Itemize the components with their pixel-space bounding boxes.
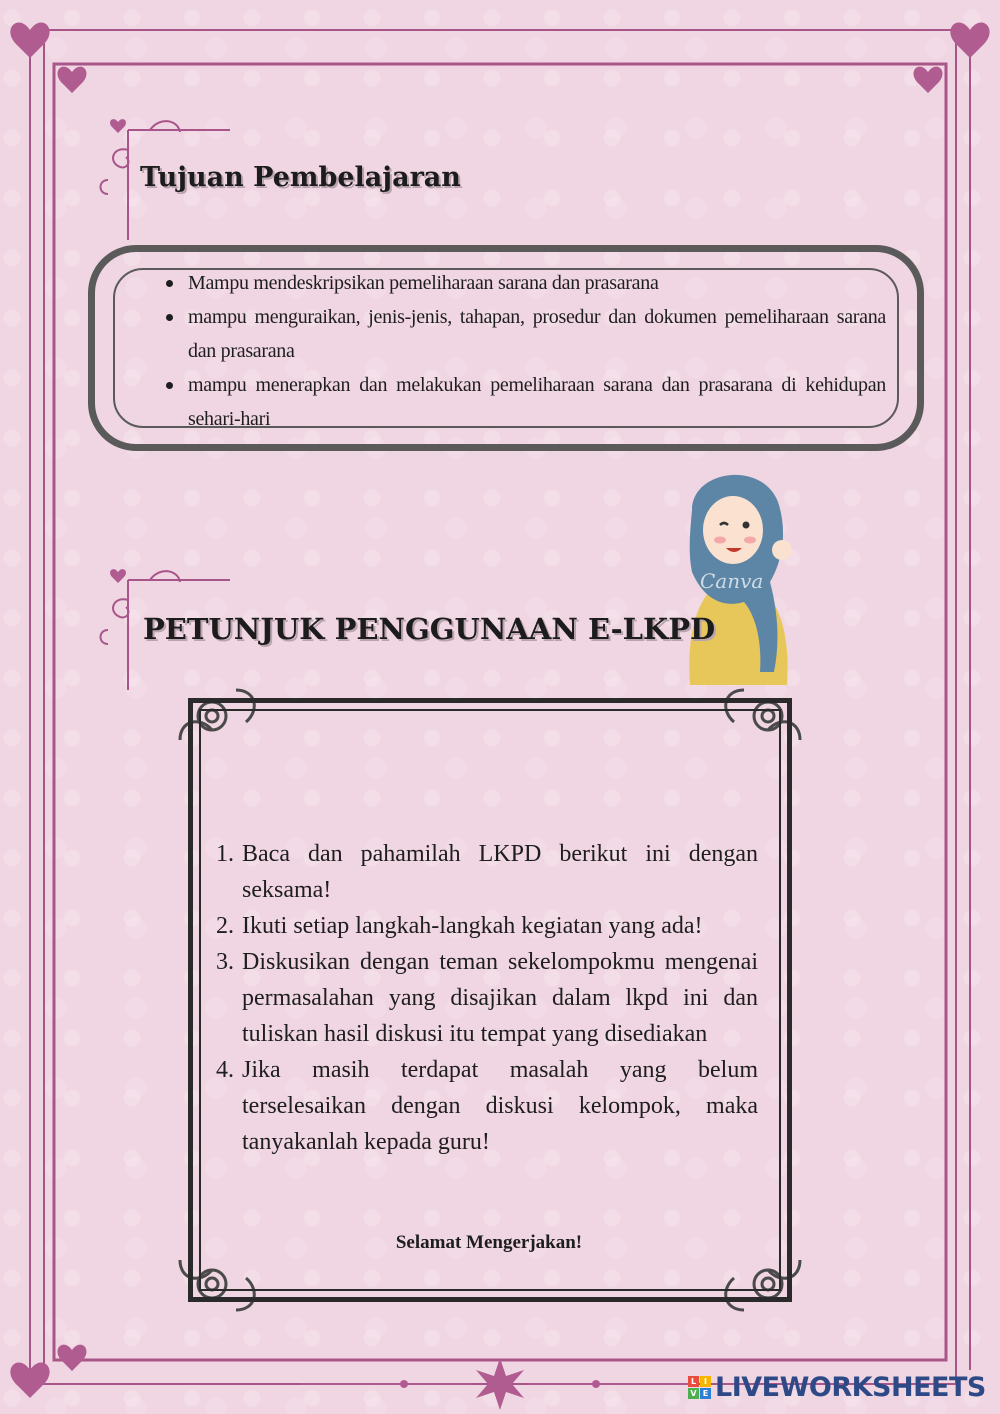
step-number: 4. xyxy=(216,1057,234,1083)
closing-text: Selamat Mengerjakan! xyxy=(395,1232,583,1253)
goals-title: Tujuan Pembelajaran xyxy=(140,162,461,193)
goals-list xyxy=(162,266,886,436)
goal-item: mampu menerapkan dan melakukan pemeliharaan sarana dan prasarana di kehidupan sehari-hari xyxy=(162,368,886,436)
logo-text: LIVEWORKSHEETS xyxy=(715,1372,986,1403)
goal-item: Mampu mendeskripsikan pemeliharaan sarana dan prasarana xyxy=(162,266,886,300)
step-item xyxy=(216,944,758,1052)
step-number: 1. xyxy=(216,841,234,867)
step-item xyxy=(216,908,758,944)
step-text: Ikuti setiap langkah-langkah kegiatan yang ada! xyxy=(242,913,703,939)
steps-list xyxy=(216,836,758,1160)
liveworksheets-logo[interactable] xyxy=(688,1372,986,1403)
step-item xyxy=(216,1052,758,1160)
step-item xyxy=(216,836,758,908)
logo-grid-icon: L I V E xyxy=(688,1376,711,1399)
step-number: 3. xyxy=(216,949,234,975)
step-text: Diskusikan dengan teman sekelompokmu mengenai permasalahan yang disajikan dalam lkpd ini dan tuliskan hasil diskusi itu tempat yang disediakan xyxy=(242,949,758,1047)
guide-title: PETUNJUK PENGGUNAAN E-LKPD xyxy=(143,612,716,646)
step-number: 2. xyxy=(216,913,234,939)
step-text: Baca dan pahamilah LKPD berikut ini dengan seksama! xyxy=(242,841,758,903)
step-text: Jika masih terdapat masalah yang belum terselesaikan dengan diskusi kelompok, maka tanyakanlah kepada guru! xyxy=(242,1057,758,1155)
canva-watermark: Canva xyxy=(700,569,764,593)
goal-item: mampu menguraikan, jenis-jenis, tahapan, prosedur dan dokumen pemeliharaan sarana dan prasarana xyxy=(162,300,886,368)
hijab-girl-illustration xyxy=(670,470,800,690)
